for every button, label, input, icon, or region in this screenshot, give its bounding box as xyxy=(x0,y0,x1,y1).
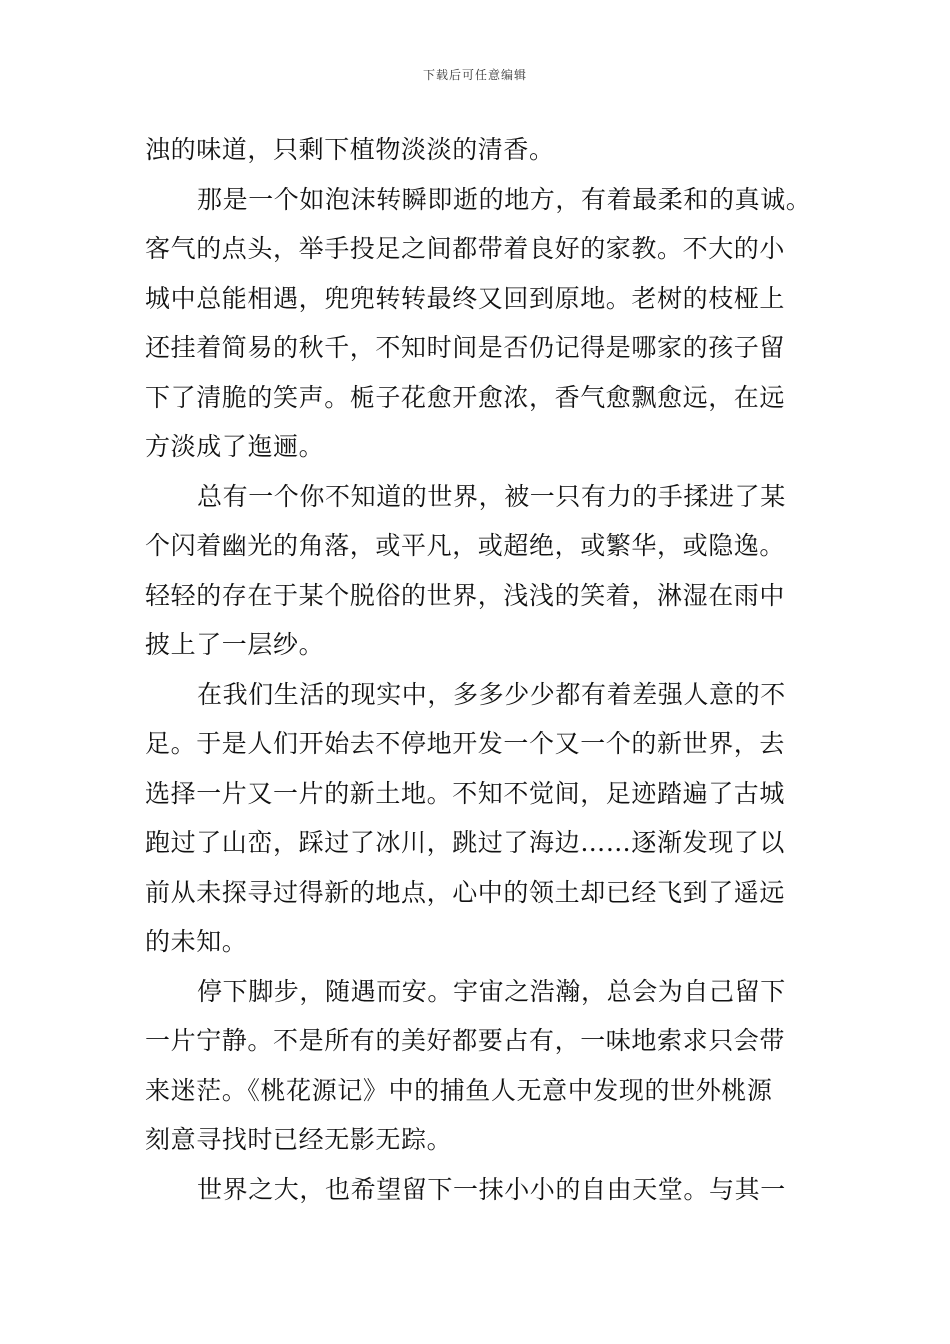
text-line: 的未知。 xyxy=(145,927,248,956)
paragraph-start-line: 总有一个你不知道的世界，被一只有力的手揉进了某 xyxy=(197,481,786,511)
paragraph-start-line: 世界之大，也希望留下一抹小小的自由天堂。与其一 xyxy=(197,1174,786,1204)
text-line: 轻轻的存在于某个脱俗的世界，浅浅的笑着，淋湿在雨中 xyxy=(145,580,786,610)
paragraph-start-line: 停下脚步，随遇而安。宇宙之浩瀚，总会为自己留下 xyxy=(197,976,786,1006)
text-line: 披上了一层纱。 xyxy=(145,630,325,659)
text-line: 前从未探寻过得新的地点，心中的领土却已经飞到了遥远 xyxy=(145,877,786,907)
text-line: 城中总能相遇，兜兜转转最终又回到原地。老树的枝桠上 xyxy=(145,283,786,313)
paragraph-start-line: 在我们生活的现实中，多多少少都有着差强人意的不 xyxy=(197,679,786,709)
body-text xyxy=(145,125,835,1214)
text-line: 个闪着幽光的角落，或平凡，或超绝，或繁华，或隐逸。 xyxy=(145,531,786,560)
text-line: 客气的点头，举手投足之间都带着良好的家教。不大的小 xyxy=(145,234,786,263)
page-header: 下载后可任意编辑 xyxy=(422,68,527,82)
text-line: 刻意寻找时已经无影无踪。 xyxy=(145,1125,453,1154)
text-line: 选择一片又一片的新土地。不知不觉间，足迹踏遍了古城 xyxy=(145,778,786,808)
text-line: 浊的味道，只剩下植物淡淡的清香。 xyxy=(145,135,555,164)
text-line: 一片宁静。不是所有的美好都要占有，一味地索求只会带 xyxy=(145,1026,786,1055)
text-line: 下了清脆的笑声。栀子花愈开愈浓，香气愈飘愈远，在远 xyxy=(145,382,786,412)
text-line: 足。于是人们开始去不停地开发一个又一个的新世界，去 xyxy=(145,729,786,758)
text-line: 还挂着简易的秋千，不知时间是否仍记得是哪家的孩子留 xyxy=(145,333,786,362)
text-line: 方淡成了迤逦。 xyxy=(145,432,325,461)
paragraph-start-line: 那是一个如泡沫转瞬即逝的地方，有着最柔和的真诚。 xyxy=(197,184,812,214)
text-line: 跑过了山峦，踩过了冰川，跳过了海边……逐渐发现了以 xyxy=(145,828,786,857)
text-line: 来迷茫。《桃花源记》中的捕鱼人无意中发现的世外桃源 xyxy=(145,1075,773,1105)
